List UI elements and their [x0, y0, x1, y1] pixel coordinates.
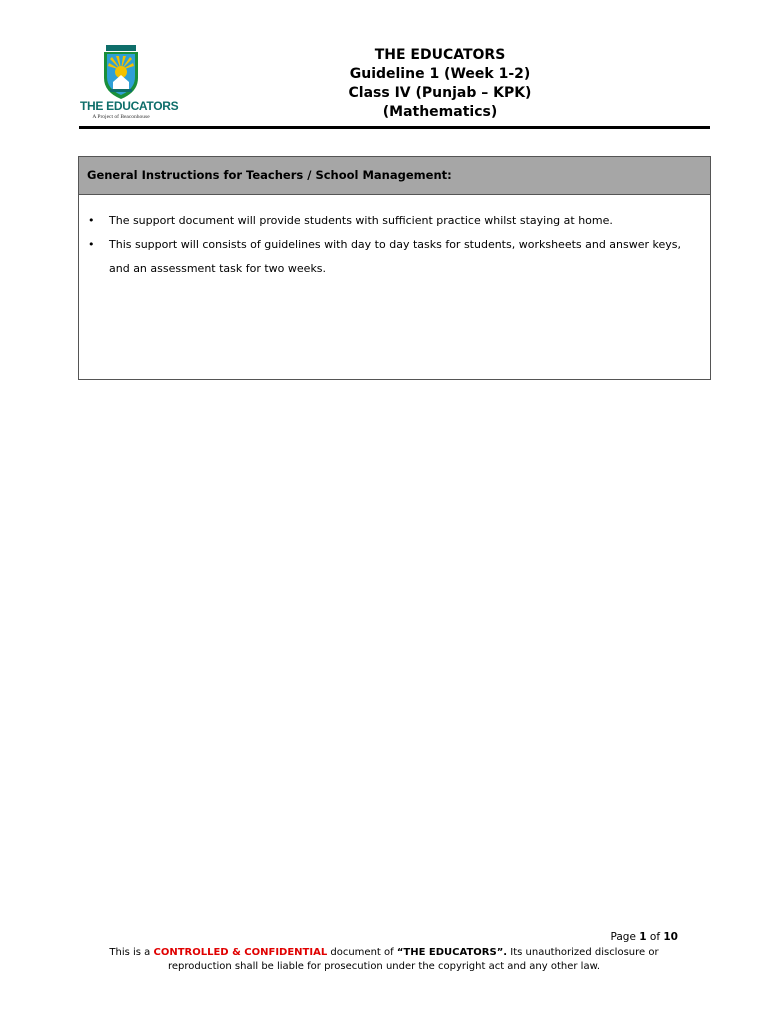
page-current: 1	[639, 931, 647, 943]
logo-wordmark: THE EDUCATORS	[80, 99, 179, 113]
instructions-list	[79, 209, 710, 281]
instruction-text: This support will consists of guidelines with day to day tasks for students, worksheets and answer keys, and an assessment task for two weeks.	[109, 238, 682, 275]
notice-part2: document of	[327, 947, 397, 958]
bullet-icon: •	[88, 214, 95, 227]
page-prefix: Page	[610, 931, 636, 943]
instruction-item	[79, 209, 710, 233]
school-logo	[80, 44, 179, 128]
page-total: 10	[663, 931, 678, 943]
instruction-item	[79, 233, 710, 281]
notice-line-2: reproduction shall be liable for prosecution under the copyright act and any other law.	[167, 960, 601, 972]
notice-org: “THE EDUCATORS”.	[396, 947, 508, 958]
page-of: of	[649, 931, 661, 943]
confidential-label: CONTROLLED & CONFIDENTIAL	[153, 947, 328, 958]
notice-part1: This is a	[109, 947, 154, 958]
title-subject: (Mathematics)	[382, 104, 498, 120]
instructions-heading: General Instructions for Teachers / School Management:	[79, 157, 710, 195]
title-org: THE EDUCATORS	[374, 47, 506, 63]
title-class: Class IV (Punjab – KPK)	[348, 85, 532, 101]
document-title-block	[300, 46, 580, 122]
page-number	[610, 931, 678, 943]
header-divider	[79, 126, 710, 129]
instruction-text: The support document will provide students with sufficient practice whilst staying at home.	[109, 214, 613, 227]
school-crest-icon	[80, 44, 162, 100]
notice-line-1	[0, 946, 768, 960]
notice-part3: Its unauthorized disclosure or	[507, 947, 659, 958]
title-guideline: Guideline 1 (Week 1-2)	[349, 66, 531, 82]
bullet-icon: •	[88, 238, 95, 251]
confidentiality-notice	[0, 946, 768, 973]
logo-tagline: A Project of Beaconhouse	[92, 114, 150, 120]
instructions-panel	[78, 156, 711, 380]
